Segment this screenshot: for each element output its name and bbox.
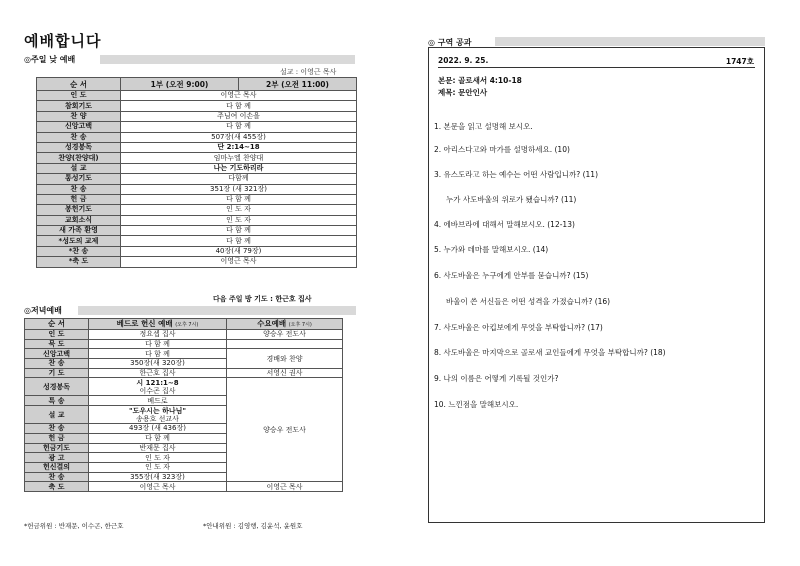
order-label: 묵 도	[25, 339, 89, 349]
table-row	[37, 215, 357, 225]
table-row	[25, 368, 343, 378]
order-value: 351장 (새 321장)	[121, 184, 357, 194]
table-row	[25, 349, 343, 359]
order-value: 다 함 께	[121, 122, 357, 132]
order-label: 교회소식	[37, 215, 121, 225]
table-row	[37, 91, 357, 101]
question: 3. 유스도라고 하는 예수는 어떤 사람입니까? (11)	[434, 170, 599, 179]
usher-committee: *안내위원 : 김영행, 김윤석, 윤원호	[203, 522, 303, 530]
wednesday-value: 이영근 목사	[227, 482, 343, 492]
order-label: 인 도	[37, 91, 121, 101]
order-value: 40장(새 79장)	[121, 246, 357, 256]
question-sub: 누가 사도바울의 위로가 됐습니까? (11)	[446, 195, 577, 204]
order-value: 단 2:14~18	[121, 142, 357, 152]
issue-number: 1747호	[725, 57, 754, 66]
order-label: 성경봉독	[25, 378, 89, 396]
order-value: 인 도 자	[121, 215, 357, 225]
study-subject: 제목: 문안인사	[438, 88, 488, 97]
table-row	[25, 339, 343, 349]
header-title: 베드로 헌신 예배	[116, 318, 173, 328]
order-value: 이영근 목사	[121, 91, 357, 101]
order-value: 다함께	[121, 174, 357, 184]
study-box	[428, 47, 765, 523]
offering-committee: *헌금위원 : 반재문, 이수곤, 한근호	[24, 522, 124, 530]
order-label: 참회기도	[37, 101, 121, 111]
order-value: 다 함 께	[121, 194, 357, 204]
order-label: 통성기도	[37, 174, 121, 184]
header-time: (오후 7시)	[288, 321, 312, 328]
header-wednesday	[227, 319, 343, 330]
order-label: 특 송	[25, 396, 89, 406]
question: 8. 사도바울은 마지막으로 골로새 교인들에게 무엇을 부탁합니까? (18)	[434, 348, 666, 357]
table-row	[37, 226, 357, 236]
table-row	[37, 101, 357, 111]
evening-section-label: ◎저녁예배	[24, 306, 62, 315]
scripture-passage: 본문: 골로새서 4:10-18	[438, 76, 522, 85]
order-label: 축 도	[25, 482, 89, 492]
header-service-2: 2부 (오전 11:00)	[239, 78, 357, 91]
morning-order-table	[36, 77, 357, 268]
order-label: 찬 송	[25, 424, 89, 434]
sunday-evening-value: 인 도 자	[89, 462, 227, 472]
order-value: 이영근 목사	[121, 257, 357, 267]
sunday-evening-value: 이영근 목사	[89, 482, 227, 492]
header-order: 순 서	[25, 319, 89, 330]
header-service-1: 1부 (오전 9:00)	[121, 78, 239, 91]
question: 5. 누가와 데마를 말해보시오. (14)	[434, 245, 549, 254]
table-row	[37, 205, 357, 215]
order-value: 다 함 께	[121, 101, 357, 111]
question: 7. 사도바울은 아킵보에게 무엇을 부탁합니까? (17)	[434, 323, 603, 332]
order-value: 임마누엘 찬양대	[121, 153, 357, 163]
sunday-evening-value: 다 함 께	[89, 339, 227, 349]
sunday-evening-value: 350장(새 320장)	[89, 359, 227, 369]
order-label: 인 도	[25, 330, 89, 340]
sunday-evening-value: 493장 (새 436장)	[89, 424, 227, 434]
sunday-evening-value: 다 함 께	[89, 349, 227, 359]
wednesday-value: 양승우 전도사	[227, 330, 343, 340]
next-week-prayer: 다음 주일 방 기도 : 한근호 집사	[213, 295, 312, 303]
order-label: 새 가족 환영	[37, 226, 121, 236]
header-order: 순 서	[37, 78, 121, 91]
table-row	[25, 482, 343, 492]
table-row	[37, 142, 357, 152]
order-value: 507장(새 455장)	[121, 132, 357, 142]
table-row	[25, 378, 343, 396]
value-line: 시 121:1~8	[136, 378, 179, 387]
table-header-row	[37, 78, 357, 91]
section-bar	[78, 306, 356, 315]
table-row	[25, 330, 343, 340]
table-row	[37, 174, 357, 184]
table-row	[37, 194, 357, 204]
order-label: 찬 송	[25, 359, 89, 369]
table-row	[37, 257, 357, 267]
order-label: 헌신결의	[25, 462, 89, 472]
order-label: 신앙고백	[25, 349, 89, 359]
morning-preacher: 설교 : 이영근 목사	[280, 68, 337, 76]
table-row	[37, 163, 357, 173]
order-value: 인 도 자	[121, 205, 357, 215]
table-row	[37, 236, 357, 246]
question: 9. 나의 이름은 어떻게 기록될 것인가?	[434, 374, 559, 383]
question: 4. 에바브라에 대해서 말해보시오. (12-13)	[434, 220, 575, 229]
header-time: (오후 7시)	[175, 321, 199, 328]
order-value: 나는 기도하리라	[121, 163, 357, 173]
order-label: 광 고	[25, 453, 89, 463]
question: 10. 느낀점을 말해보시오.	[434, 400, 519, 409]
order-label: 신앙고백	[37, 122, 121, 132]
order-label: *축 도	[37, 257, 121, 267]
order-label: 성경봉독	[37, 142, 121, 152]
value-line: 송용호 선교사	[136, 414, 179, 423]
table-row	[37, 132, 357, 142]
study-date: 2022. 9. 25.	[438, 56, 489, 65]
order-label: 설 교	[25, 406, 89, 424]
order-label: 기 도	[25, 368, 89, 378]
order-value: 다 함 께	[121, 226, 357, 236]
order-label: 헌금기도	[25, 443, 89, 453]
question-sub: 바울이 쓴 서신들은 어떤 성격을 가졌습니까? (16)	[446, 297, 611, 306]
table-row	[37, 184, 357, 194]
order-label: 찬양(찬양대)	[37, 153, 121, 163]
question: 1. 본문을 읽고 설명해 보시오.	[434, 122, 533, 131]
question: 2. 아리스다고와 마가를 설명하세요. (10)	[434, 145, 570, 154]
value-line: "도우시는 하나님"	[128, 406, 187, 415]
section-bar	[100, 55, 355, 64]
order-label: 찬 송	[37, 132, 121, 142]
order-value: 다 함 께	[121, 236, 357, 246]
wednesday-value: 경배와 찬양	[227, 349, 343, 368]
table-row	[37, 246, 357, 256]
evening-order-table	[24, 318, 343, 492]
sunday-evening-value: 반재문 집사	[89, 443, 227, 453]
section-bar	[495, 37, 765, 46]
order-label: *성도의 교제	[37, 236, 121, 246]
wednesday-value: 양승우 전도사	[227, 378, 343, 482]
order-label: 헌 금	[25, 433, 89, 443]
sunday-evening-value: 인 도 자	[89, 453, 227, 463]
order-label: 찬 양	[37, 111, 121, 121]
sunday-evening-value	[89, 378, 227, 396]
order-label: 설 교	[37, 163, 121, 173]
header-sunday-evening	[89, 319, 227, 330]
page-title: 예배합니다	[24, 32, 102, 50]
sunday-evening-value: 355장(새 323장)	[89, 472, 227, 482]
study-section-label: ◎ 구역 공과	[428, 38, 472, 47]
order-label: 헌 금	[37, 194, 121, 204]
table-header-row	[25, 319, 343, 330]
order-label: 봉헌기도	[37, 205, 121, 215]
divider	[438, 67, 755, 68]
sunday-evening-value: 베드로	[89, 396, 227, 406]
order-label: 찬 송	[25, 472, 89, 482]
header-title: 수요예배	[257, 318, 287, 328]
sunday-evening-value: 한근호 집사	[89, 368, 227, 378]
order-label: 찬 송	[37, 184, 121, 194]
order-label: *찬 송	[37, 246, 121, 256]
morning-section-label: ◎주일 낮 예배	[24, 55, 76, 64]
sunday-evening-value	[89, 406, 227, 424]
table-row	[37, 122, 357, 132]
wednesday-value: 서영신 권사	[227, 368, 343, 378]
table-row	[37, 111, 357, 121]
sunday-evening-value: 정요셉 집사	[89, 330, 227, 340]
value-line: 이수곤 집사	[139, 386, 176, 395]
order-value: 주님여 이손을	[121, 111, 357, 121]
wednesday-value	[227, 339, 343, 349]
sunday-evening-value: 다 함 께	[89, 433, 227, 443]
question: 6. 사도바울은 누구에게 안부를 묻습니까? (15)	[434, 271, 589, 280]
table-row	[37, 153, 357, 163]
